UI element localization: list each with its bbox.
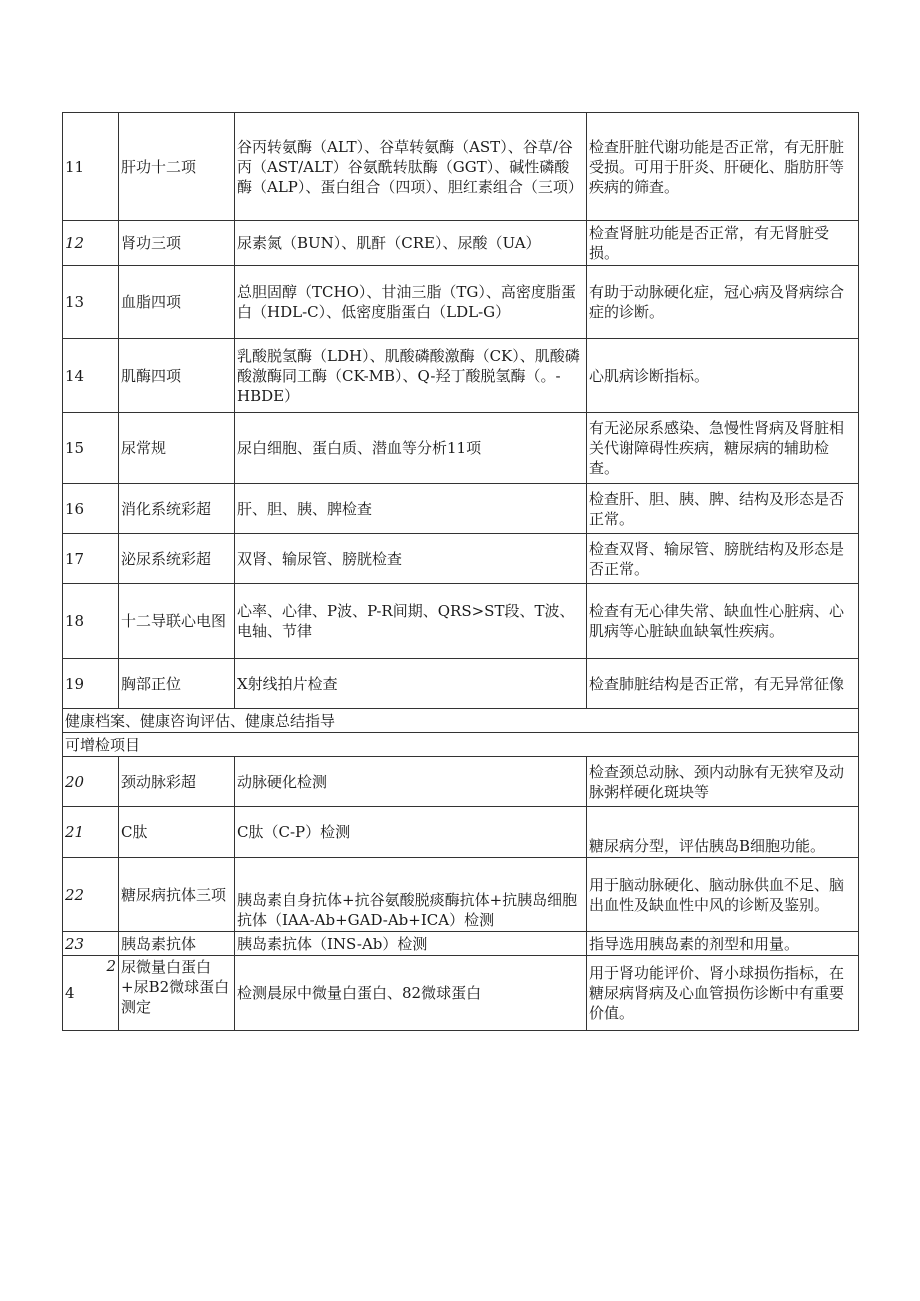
item-purpose: 检查双肾、输尿管、膀胱结构及形态是否正常。: [587, 534, 859, 584]
item-purpose: 糖尿病分型，评估胰岛B细胞功能。: [587, 807, 859, 858]
table-row: [63, 266, 859, 339]
item-contents: 胰岛素抗体（INS-Ab）检测: [235, 932, 587, 956]
item-name: 尿微量白蛋白+尿B2微球蛋白测定: [119, 956, 235, 1031]
item-contents: 动脉硬化检测: [235, 757, 587, 807]
table-row: [63, 584, 859, 659]
health-archive-row: 健康档案、健康咨询评估、健康总结指导: [63, 709, 859, 733]
item-purpose: 检查肝、胆、胰、脾、结构及形态是否正常。: [587, 484, 859, 534]
item-name: 胰岛素抗体: [119, 932, 235, 956]
table-row: [63, 339, 859, 413]
item-purpose: 检查肾脏功能是否正常，有无肾脏受损。: [587, 221, 859, 266]
item-contents: 总胆固醇（TCHO）、甘油三脂（TG）、高密度脂蛋白（HDL-C）、低密度脂蛋白（LDL-G）: [235, 266, 587, 339]
table-row: [63, 858, 859, 932]
item-name: 肌酶四项: [119, 339, 235, 413]
item-contents: C肽（C-P）检测: [235, 807, 587, 858]
row-number: 18: [63, 584, 119, 659]
item-purpose: 有助于动脉硬化症，冠心病及肾病综合症的诊断。: [587, 266, 859, 339]
row-number: 20: [63, 757, 119, 807]
item-name: C肽: [119, 807, 235, 858]
item-name: 十二导联心电图: [119, 584, 235, 659]
table-row: [63, 484, 859, 534]
row-number: 17: [63, 534, 119, 584]
row-number: 21: [63, 807, 119, 858]
row-number-superscript: 2: [106, 957, 116, 975]
row-number: 12: [63, 221, 119, 266]
item-contents: 尿白细胞、蛋白质、潜血等分析11项: [235, 413, 587, 484]
item-name: 泌尿系统彩超: [119, 534, 235, 584]
row-number: 22: [63, 858, 119, 932]
item-purpose: 有无泌尿系感染、急慢性肾病及肾脏相关代谢障碍性疾病，糖尿病的辅助检查。: [587, 413, 859, 484]
item-name: 胸部正位: [119, 659, 235, 709]
table-row: [63, 413, 859, 484]
table-row: [63, 534, 859, 584]
table-row: [63, 932, 859, 956]
item-contents: 尿素氮（BUN）、肌酐（CRE）、尿酸（UA）: [235, 221, 587, 266]
optional-items-header: 可增检项目: [63, 733, 859, 757]
item-name: 肾功三项: [119, 221, 235, 266]
item-purpose: 检查肺脏结构是否正常，有无异常征像: [587, 659, 859, 709]
row-number-main: 4: [65, 984, 75, 1002]
row-number: 15: [63, 413, 119, 484]
item-purpose: 检查有无心律失常、缺血性心脏病、心肌病等心脏缺血缺氧性疾病。: [587, 584, 859, 659]
row-number: 14: [63, 339, 119, 413]
row-number: 19: [63, 659, 119, 709]
item-name: 消化系统彩超: [119, 484, 235, 534]
table-row: [63, 757, 859, 807]
table-row: [63, 113, 859, 221]
item-contents: 谷丙转氨酶（ALT）、谷草转氨酶（AST）、谷草/谷丙（AST/ALT）谷氨酰转肽酶（GGT）、碱性磷酸酶（ALP）、蛋白组合（四项）、胆红素组合（三项）: [235, 113, 587, 221]
table-row: [63, 807, 859, 858]
row-number: 16: [63, 484, 119, 534]
item-contents: 肝、胆、胰、脾检查: [235, 484, 587, 534]
table-row: [63, 956, 859, 1031]
row-number: 23: [63, 932, 119, 956]
item-purpose: 用于脑动脉硬化、脑动脉供血不足、脑出血性及缺血性中风的诊断及鉴别。: [587, 858, 859, 932]
item-contents: 胰岛素自身抗体+抗谷氨酸脱痰酶抗体+抗胰岛细胞抗体（IAA-Ab+GAD-Ab+ICA）检测: [235, 858, 587, 932]
item-purpose: 用于肾功能评价、肾小球损伤指标，在糖尿病肾病及心血管损伤诊断中有重要价值。: [587, 956, 859, 1031]
item-name: 尿常规: [119, 413, 235, 484]
item-name: 糖尿病抗体三项: [119, 858, 235, 932]
item-name: 颈动脉彩超: [119, 757, 235, 807]
table-row: [63, 659, 859, 709]
item-contents: 双肾、输尿管、膀胱检查: [235, 534, 587, 584]
table-row-span: [63, 733, 859, 757]
item-purpose: 检查肝脏代谢功能是否正常，有无肝脏受损。可用于肝炎、肝硬化、脂肪肝等疾病的筛查。: [587, 113, 859, 221]
item-contents: 心率、心律、P波、P-R间期、QRS>ST段、T波、电轴、节律: [235, 584, 587, 659]
item-purpose: 心肌病诊断指标。: [587, 339, 859, 413]
item-contents: 乳酸脱氢酶（LDH）、肌酸磷酸激酶（CK）、肌酸磷酸激酶同工酶（CK-MB）、Q-羟丁酸脱氢酶（。-HBDE）: [235, 339, 587, 413]
item-purpose: 检查颈总动脉、颈内动脉有无狭窄及动脉粥样硬化斑块等: [587, 757, 859, 807]
item-contents: X射线拍片检查: [235, 659, 587, 709]
table-row: [63, 221, 859, 266]
exam-items-table: [62, 112, 859, 1031]
row-number: [63, 956, 119, 1031]
row-number: 13: [63, 266, 119, 339]
item-name: 血脂四项: [119, 266, 235, 339]
item-name: 肝功十二项: [119, 113, 235, 221]
table-row-span: [63, 709, 859, 733]
item-purpose: 指导选用胰岛素的剂型和用量。: [587, 932, 859, 956]
row-number: 11: [63, 113, 119, 221]
item-contents: 检测晨尿中微量白蛋白、82微球蛋白: [235, 956, 587, 1031]
